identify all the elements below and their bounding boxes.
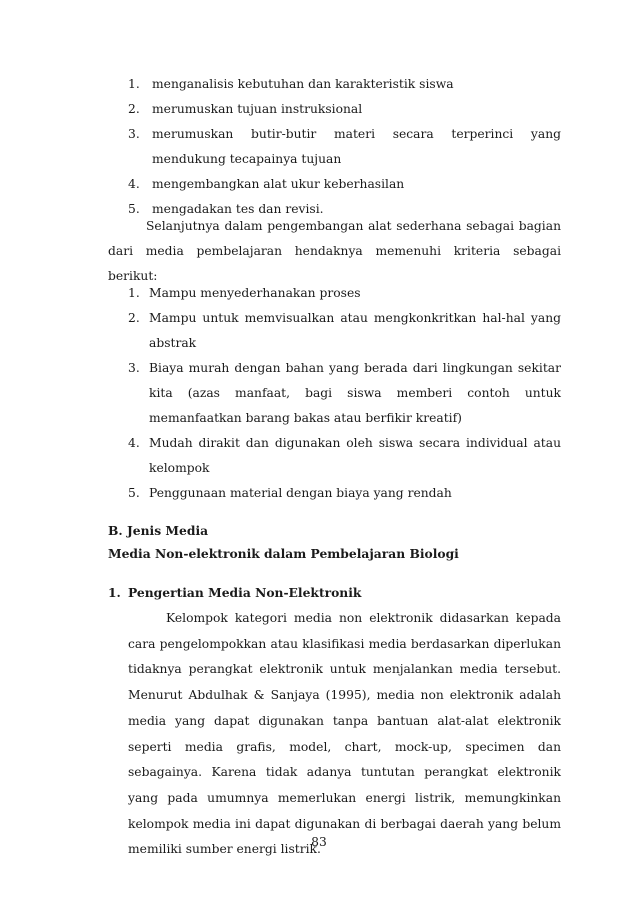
list-item (128, 172, 561, 197)
list-text: menganalisis kebutuhan dan karakteristik siswa (152, 77, 454, 91)
section-heading: B. Jenis Media (108, 523, 209, 538)
definition-paragraph: Kelompok kategori media non elektronik didasarkan kepada cara pengelompokkan atau klasifikasi media berdasarkan diperlukan tidaknya perangkat elektronik untuk menjalankan media tersebut. Menurut Abdulhak & Sanjaya (1995), media non elektronik adalah media yang dapat digunakan tanpa bantuan alat-alat elektronik seperti media grafis, model, chart, mock-up, specimen dan sebagainya. Karena tidak adanya tuntutan perangkat elektronik yang pada umumnya memerlukan energi listrik, memungkinkan kelompok media ini dapat digunakan di berbagai daerah yang belum memiliki sumber energi listrik. (128, 611, 561, 857)
point-heading-number: 1. (108, 585, 121, 600)
list-number: 2. (128, 311, 140, 325)
list-item (128, 356, 561, 431)
list-number: 1. (128, 286, 140, 300)
list-item (128, 481, 561, 506)
list-text: mengadakan tes dan revisi. (152, 202, 324, 216)
criteria-list (128, 281, 561, 506)
list-item (128, 97, 561, 122)
list-item (128, 431, 561, 481)
list-number: 4. (128, 177, 140, 191)
list-item (128, 122, 561, 172)
list-number: 5. (128, 202, 140, 216)
list-number: 3. (128, 127, 140, 141)
development-steps-list (128, 72, 561, 222)
criteria-intro-paragraph: Selanjutnya dalam pengembangan alat sederhana sebagai bagian dari media pembelajaran hendaknya memenuhi kriteria sebagai berikut: (108, 219, 561, 283)
list-text: merumuskan tujuan instruksional (152, 102, 363, 116)
list-number: 1. (128, 77, 140, 91)
list-number: 4. (128, 436, 140, 450)
list-text: merumuskan butir-butir materi secara terperinci yang mendukung tecapainya tujuan (152, 127, 561, 166)
list-number: 2. (128, 102, 140, 116)
list-text: Mampu menyederhanakan proses (149, 286, 361, 300)
list-text: Mampu untuk memvisualkan atau mengkonkritkan hal-hal yang abstrak (149, 311, 561, 350)
list-item (128, 72, 561, 97)
list-number: 5. (128, 486, 140, 500)
list-text: Penggunaan material dengan biaya yang rendah (149, 486, 452, 500)
list-number: 3. (128, 361, 140, 375)
subsection-heading: Media Non-elektronik dalam Pembelajaran Biologi (108, 546, 459, 561)
page-number: 83 (311, 835, 327, 849)
list-item (128, 281, 561, 306)
list-text: Biaya murah dengan bahan yang berada dari lingkungan sekitar kita (azas manfaat, bagi siswa memberi contoh untuk memanfaatkan barang bakas atau berfikir kreatif) (149, 361, 561, 425)
point-heading: Pengertian Media Non-Elektronik (128, 585, 362, 600)
list-text: mengembangkan alat ukur keberhasilan (152, 177, 405, 191)
list-text: Mudah dirakit dan digunakan oleh siswa secara individual atau kelompok (149, 436, 561, 475)
list-item (128, 306, 561, 356)
